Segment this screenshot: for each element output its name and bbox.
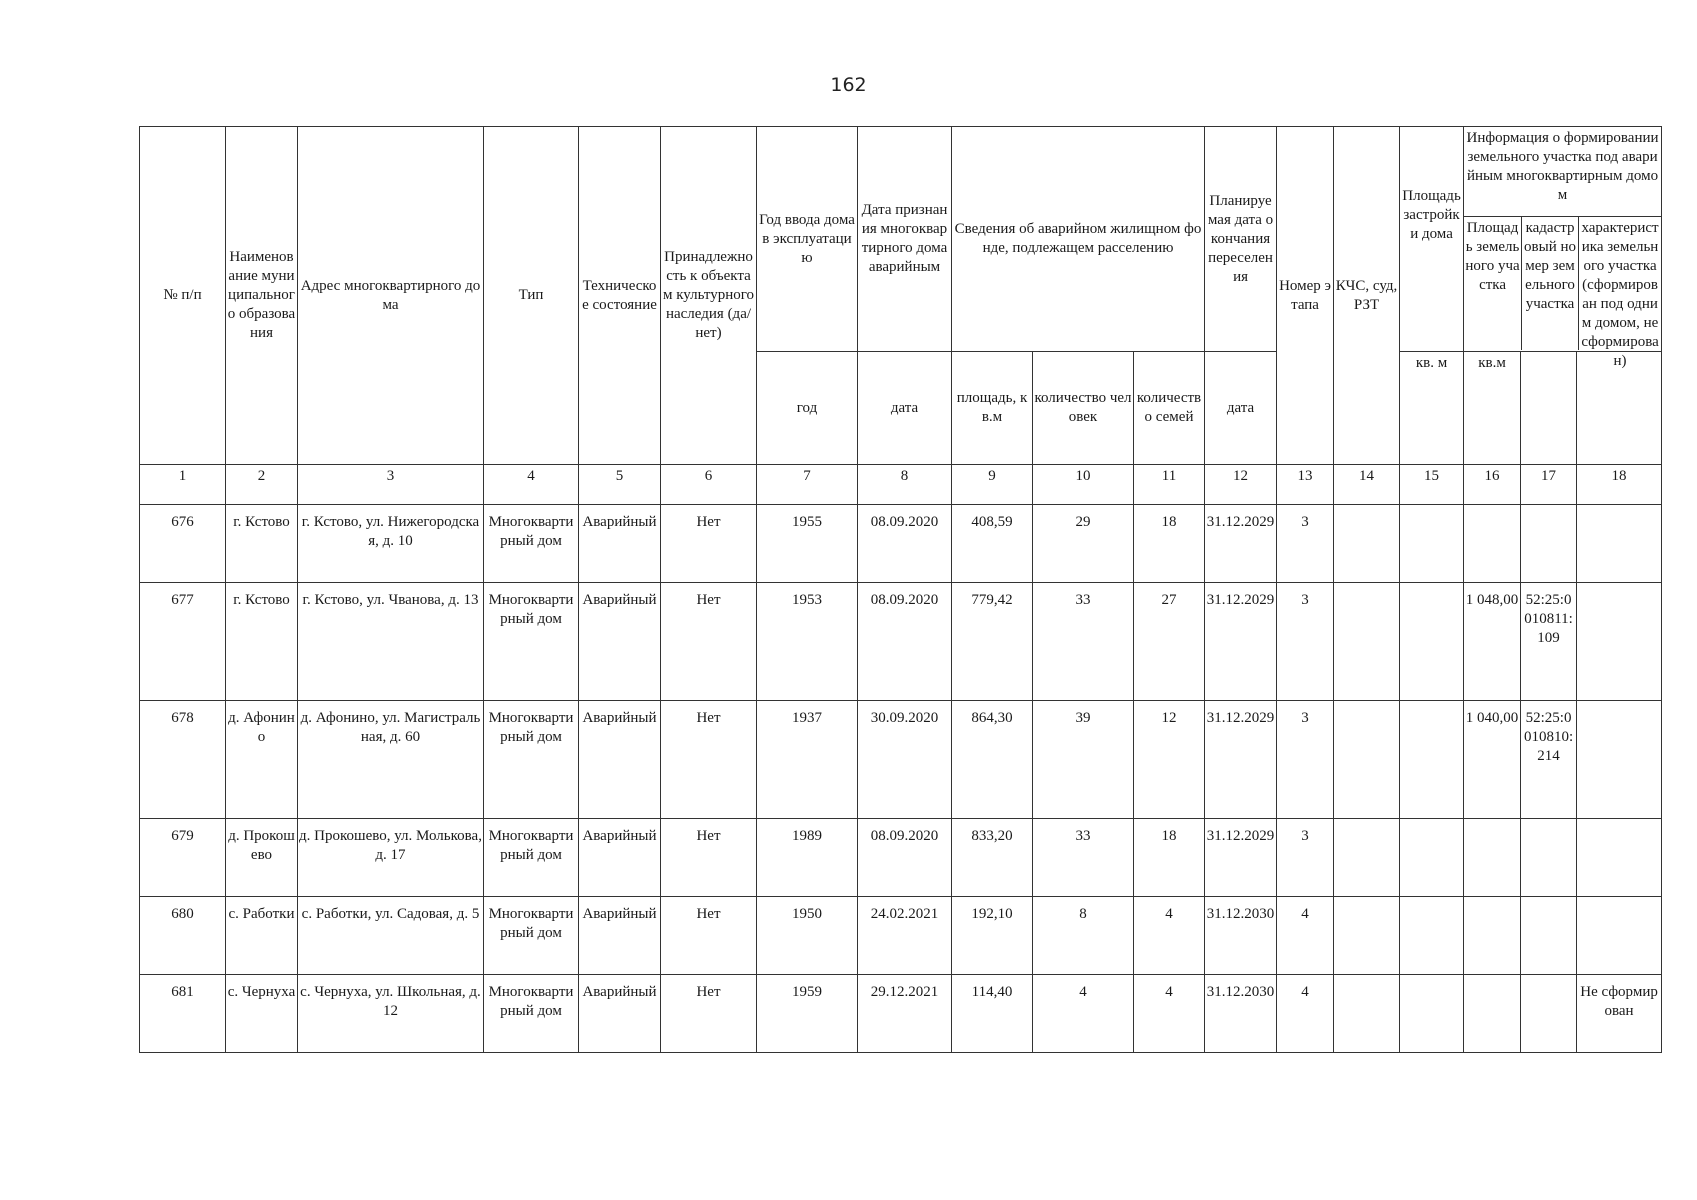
cell-date: 08.09.2020	[858, 819, 952, 897]
cell-year: 1959	[757, 975, 858, 1053]
cell-municipality: с. Чернуха	[226, 975, 298, 1053]
cell-date: 24.02.2021	[858, 897, 952, 975]
cell-address: г. Кстово, ул. Чванова, д. 13	[298, 583, 484, 701]
cell-heritage: Нет	[661, 975, 757, 1053]
header-plot-group-title: Информация о формировании земельного участка под аварийным многоквартирным домом	[1464, 127, 1661, 217]
cell-state: Аварийный	[579, 819, 661, 897]
column-number: 2	[226, 465, 298, 505]
subheader-build-area-unit: кв. м	[1400, 352, 1464, 465]
cell-year: 1950	[757, 897, 858, 975]
cell-people: 29	[1033, 505, 1134, 583]
cell-number: 680	[140, 897, 226, 975]
cell-plot-area	[1464, 505, 1521, 583]
cell-area: 779,42	[952, 583, 1033, 701]
header-plot-character: характеристика земельного участка (сформирован под одним домом, не сформирован)	[1581, 220, 1659, 369]
cell-year: 1955	[757, 505, 858, 583]
cell-state: Аварийный	[579, 897, 661, 975]
cell-planned: 31.12.2029	[1205, 583, 1277, 701]
column-number: 7	[757, 465, 858, 505]
cell-date: 29.12.2021	[858, 975, 952, 1053]
header-plot-area: Площадь земельного участка	[1464, 217, 1522, 350]
cell-people: 33	[1033, 583, 1134, 701]
cell-area: 408,59	[952, 505, 1033, 583]
cell-state: Аварийный	[579, 975, 661, 1053]
cell-address: г. Кстово, ул. Нижегородская, д. 10	[298, 505, 484, 583]
cell-planned: 31.12.2030	[1205, 975, 1277, 1053]
cell-heritage: Нет	[661, 897, 757, 975]
cell-families: 4	[1134, 975, 1205, 1053]
cell-year: 1989	[757, 819, 858, 897]
cell-number: 678	[140, 701, 226, 819]
cell-heritage: Нет	[661, 819, 757, 897]
cell-build-area	[1400, 583, 1464, 701]
cell-cadastral	[1521, 975, 1577, 1053]
cell-type: Многоквартирный дом	[484, 583, 579, 701]
cell-build-area	[1400, 897, 1464, 975]
cell-plot-area: 1 048,00	[1464, 583, 1521, 701]
cell-state: Аварийный	[579, 701, 661, 819]
cell-heritage: Нет	[661, 505, 757, 583]
cell-stage: 3	[1277, 701, 1334, 819]
column-number: 11	[1134, 465, 1205, 505]
subheader-people: количество человек	[1033, 352, 1134, 465]
cell-kchs	[1334, 819, 1400, 897]
cell-kchs	[1334, 701, 1400, 819]
column-number: 6	[661, 465, 757, 505]
table-row	[140, 583, 1662, 701]
subheader-plot-area-unit: кв.м	[1464, 352, 1521, 465]
header-build-area: Площадь застройки дома	[1400, 127, 1464, 352]
cell-stage: 3	[1277, 819, 1334, 897]
cell-kchs	[1334, 583, 1400, 701]
cell-state: Аварийный	[579, 583, 661, 701]
cell-type: Многоквартирный дом	[484, 897, 579, 975]
cell-date: 08.09.2020	[858, 505, 952, 583]
cell-municipality: д. Афонино	[226, 701, 298, 819]
cell-families: 18	[1134, 819, 1205, 897]
cell-plot-area	[1464, 975, 1521, 1053]
cell-planned: 31.12.2029	[1205, 701, 1277, 819]
page-number: 162	[830, 74, 867, 96]
header-state: Техническое состояние	[579, 127, 661, 465]
cell-heritage: Нет	[661, 701, 757, 819]
cell-character	[1577, 701, 1662, 819]
cell-year: 1937	[757, 701, 858, 819]
cell-character	[1577, 897, 1662, 975]
table-row	[140, 897, 1662, 975]
column-number-row	[140, 465, 1662, 505]
cell-type: Многоквартирный дом	[484, 975, 579, 1053]
cell-cadastral	[1521, 819, 1577, 897]
cell-municipality: г. Кстово	[226, 505, 298, 583]
table-row	[140, 975, 1662, 1053]
table-row	[140, 701, 1662, 819]
emergency-housing-table	[139, 126, 1662, 1053]
cell-stage: 3	[1277, 583, 1334, 701]
cell-area: 114,40	[952, 975, 1033, 1053]
cell-area: 864,30	[952, 701, 1033, 819]
cell-area: 833,20	[952, 819, 1033, 897]
cell-kchs	[1334, 505, 1400, 583]
cell-character	[1577, 505, 1662, 583]
column-number: 1	[140, 465, 226, 505]
cell-date: 30.09.2020	[858, 701, 952, 819]
column-number: 4	[484, 465, 579, 505]
cell-families: 18	[1134, 505, 1205, 583]
subheader-year: год	[757, 352, 858, 465]
cell-planned: 31.12.2030	[1205, 897, 1277, 975]
column-number: 18	[1577, 465, 1662, 505]
cell-address: с. Работки, ул. Садовая, д. 5	[298, 897, 484, 975]
cell-address: с. Чернуха, ул. Школьная, д. 12	[298, 975, 484, 1053]
column-number: 3	[298, 465, 484, 505]
header-address: Адрес многоквартирного дома	[298, 127, 484, 465]
cell-character	[1577, 583, 1662, 701]
column-number: 17	[1521, 465, 1577, 505]
cell-plot-area: 1 040,00	[1464, 701, 1521, 819]
cell-type: Многоквартирный дом	[484, 505, 579, 583]
column-number: 16	[1464, 465, 1521, 505]
header-cadastral: кадастровый номер земельного участка	[1522, 217, 1579, 350]
column-number: 15	[1400, 465, 1464, 505]
cell-type: Многоквартирный дом	[484, 819, 579, 897]
subheader-area: площадь, кв.м	[952, 352, 1033, 465]
cell-kchs	[1334, 897, 1400, 975]
cell-address: д. Афонино, ул. Магистральная, д. 60	[298, 701, 484, 819]
cell-state: Аварийный	[579, 505, 661, 583]
column-number: 9	[952, 465, 1033, 505]
cell-cadastral: 52:25:0010811:109	[1521, 583, 1577, 701]
subheader-planned-date: дата	[1205, 352, 1277, 465]
cell-number: 679	[140, 819, 226, 897]
cell-cadastral	[1521, 505, 1577, 583]
cell-type: Многоквартирный дом	[484, 701, 579, 819]
cell-stage: 4	[1277, 897, 1334, 975]
subheader-date: дата	[858, 352, 952, 465]
cell-stage: 3	[1277, 505, 1334, 583]
cell-stage: 4	[1277, 975, 1334, 1053]
cell-build-area	[1400, 505, 1464, 583]
column-number: 8	[858, 465, 952, 505]
cell-year: 1953	[757, 583, 858, 701]
cell-build-area	[1400, 819, 1464, 897]
cell-families: 4	[1134, 897, 1205, 975]
cell-date: 08.09.2020	[858, 583, 952, 701]
header-year: Год ввода дома в эксплуатацию	[757, 127, 858, 352]
cell-families: 12	[1134, 701, 1205, 819]
cell-people: 39	[1033, 701, 1134, 819]
cell-people: 4	[1033, 975, 1134, 1053]
cell-municipality: г. Кстово	[226, 583, 298, 701]
cell-cadastral: 52:25:0010810:214	[1521, 701, 1577, 819]
cell-municipality: д. Прокошево	[226, 819, 298, 897]
cell-build-area	[1400, 975, 1464, 1053]
table-row	[140, 819, 1662, 897]
header-stage: Номер этапа	[1277, 127, 1334, 465]
cell-number: 677	[140, 583, 226, 701]
cell-address: д. Прокошево, ул. Молькова, д. 17	[298, 819, 484, 897]
cell-heritage: Нет	[661, 583, 757, 701]
column-number: 13	[1277, 465, 1334, 505]
cell-municipality: с. Работки	[226, 897, 298, 975]
cell-area: 192,10	[952, 897, 1033, 975]
header-municipality: Наименование муниципального образования	[226, 127, 298, 465]
cell-character: Не сформирован	[1577, 975, 1662, 1053]
header-housing-group: Сведения об аварийном жилищном фонде, подлежащем расселению	[952, 127, 1205, 352]
subheader-cadastral-cont	[1521, 352, 1577, 465]
header-type: Тип	[484, 127, 579, 465]
table-row	[140, 505, 1662, 583]
cell-planned: 31.12.2029	[1205, 505, 1277, 583]
cell-families: 27	[1134, 583, 1205, 701]
cell-number: 681	[140, 975, 226, 1053]
cell-people: 8	[1033, 897, 1134, 975]
cell-cadastral	[1521, 897, 1577, 975]
column-number: 10	[1033, 465, 1134, 505]
cell-planned: 31.12.2029	[1205, 819, 1277, 897]
cell-character	[1577, 819, 1662, 897]
cell-people: 33	[1033, 819, 1134, 897]
header-number: № п/п	[140, 127, 226, 465]
header-heritage: Принадлежность к объектам культурного наследия (да/нет)	[661, 127, 757, 465]
table-header	[140, 127, 1662, 465]
cell-kchs	[1334, 975, 1400, 1053]
cell-plot-area	[1464, 897, 1521, 975]
subheader-families: количество семей	[1134, 352, 1205, 465]
header-planned-date: Планируемая дата окончания переселения	[1205, 127, 1277, 352]
column-number: 14	[1334, 465, 1400, 505]
cell-plot-area	[1464, 819, 1521, 897]
column-number: 12	[1205, 465, 1277, 505]
header-kchs: КЧС, суд, РЗТ	[1334, 127, 1400, 465]
header-emergency-date: Дата признания многоквартирного дома аварийным	[858, 127, 952, 352]
cell-number: 676	[140, 505, 226, 583]
column-number: 5	[579, 465, 661, 505]
cell-build-area	[1400, 701, 1464, 819]
